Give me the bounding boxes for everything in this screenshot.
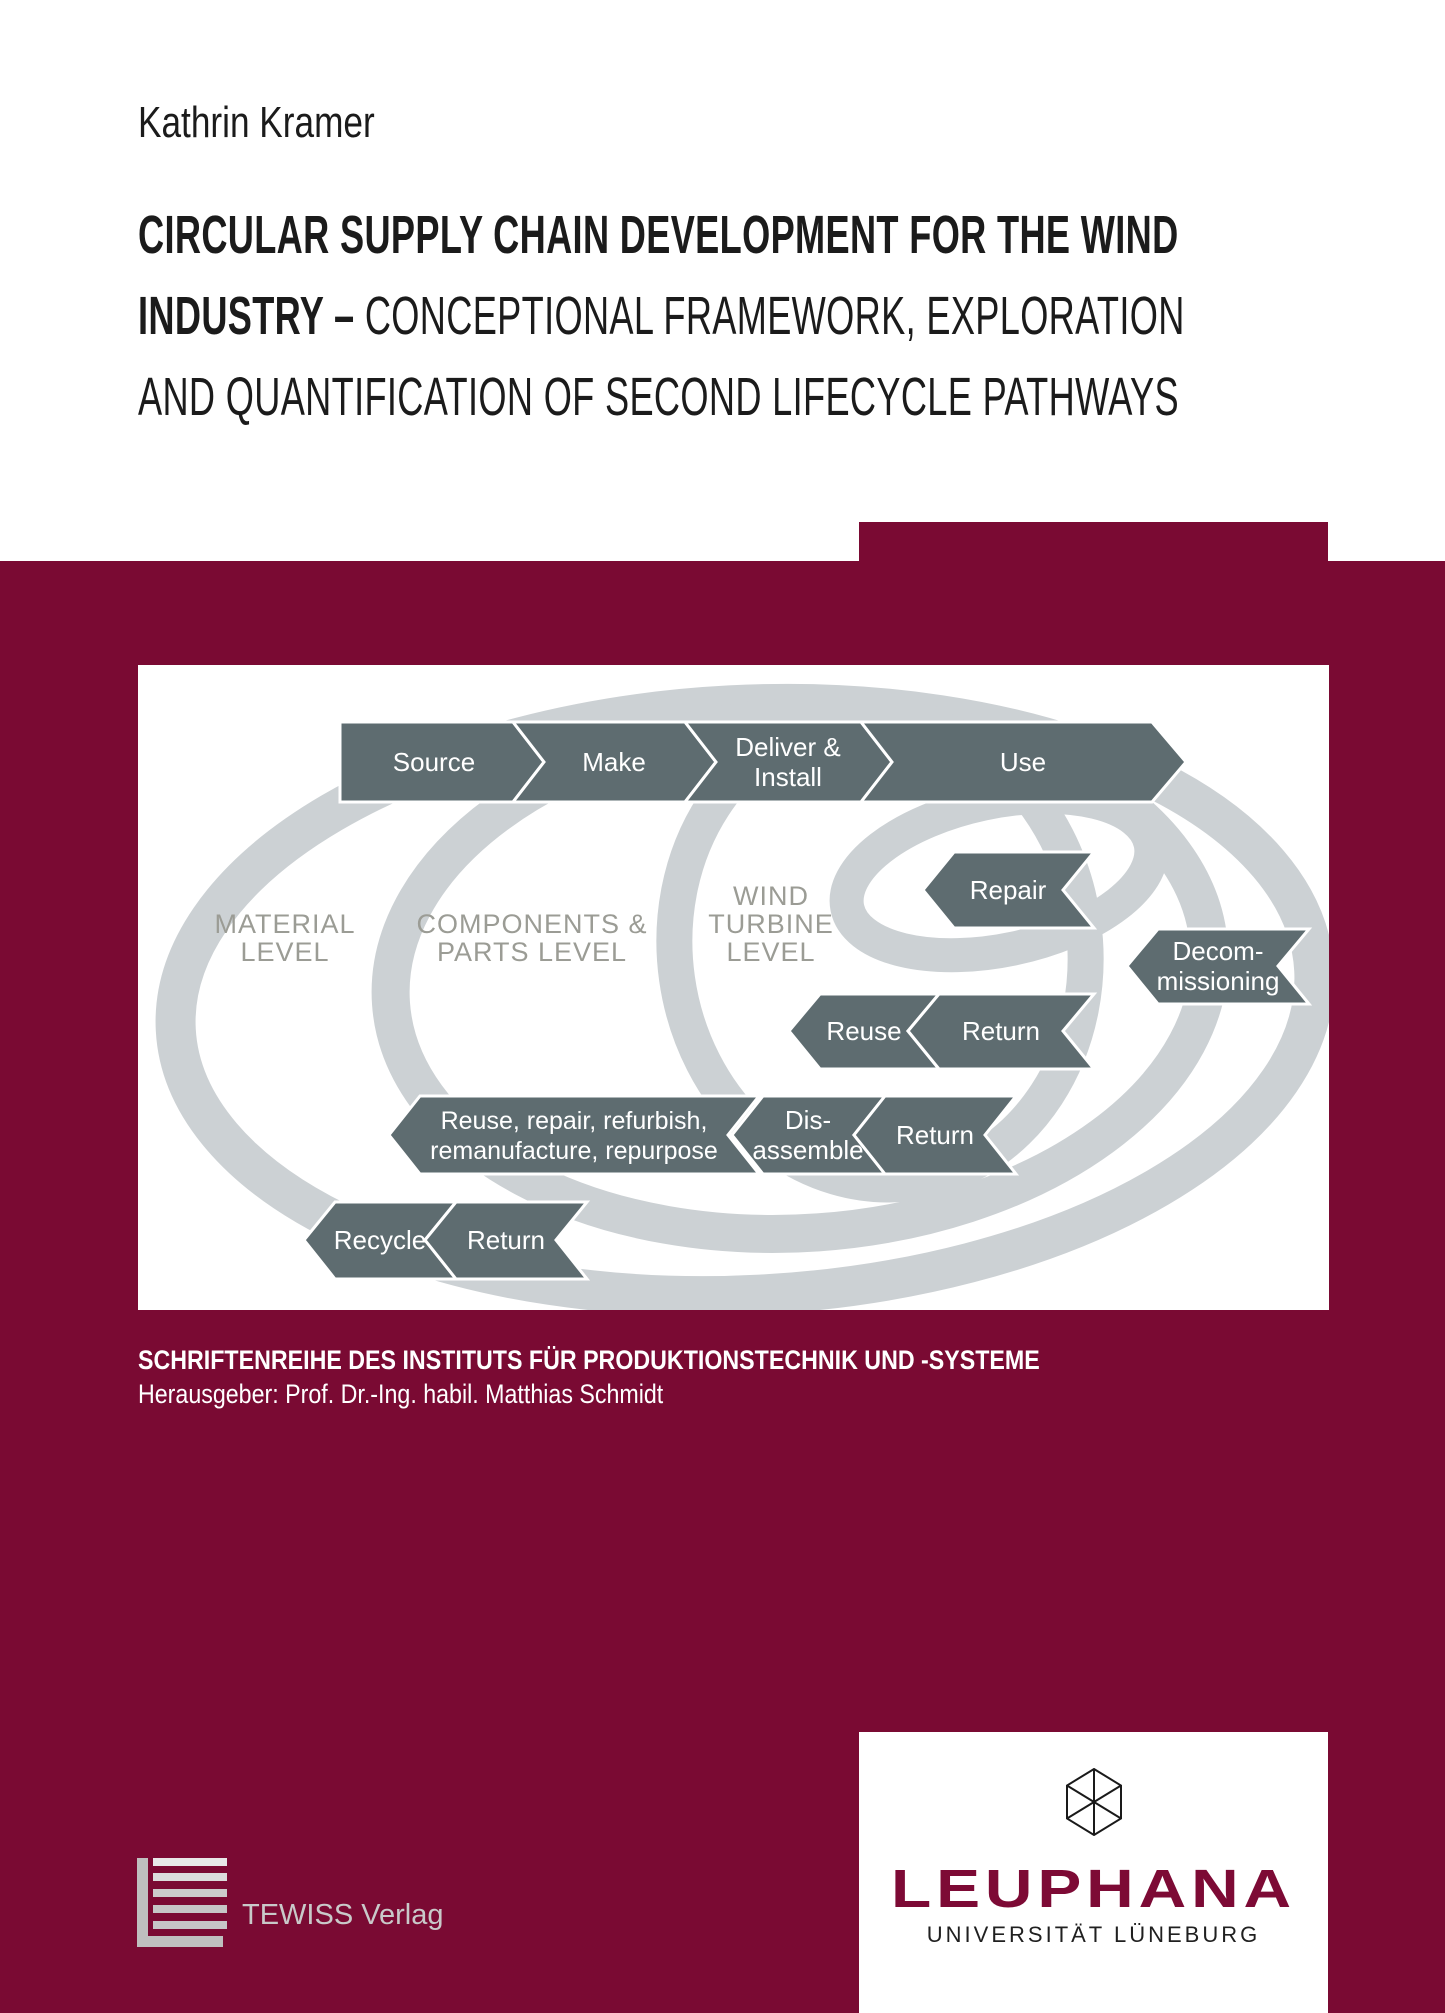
book-title-line-2 [138, 285, 1185, 347]
tewiss-logo-bracket-vertical [137, 1858, 148, 1947]
tewiss-logo [137, 1858, 537, 1948]
label-big-chevron-line2: remanufacture, repurpose [430, 1137, 718, 1165]
book-title-line-2-regular: CONCEPTIONAL FRAMEWORK, EXPLORATION [354, 286, 1185, 346]
leuphana-hexahedron-icon [1066, 1768, 1122, 1836]
label-return-bottom: Return [466, 1225, 546, 1255]
editor-line: Herausgeber: Prof. Dr.-Ing. habil. Matthias Schmidt [138, 1379, 664, 1409]
maroon-tab [859, 522, 1328, 562]
leuphana-logo-box [859, 1732, 1328, 2013]
author-name: Kathrin Kramer [138, 98, 375, 147]
label-source: Source [392, 747, 476, 777]
leuphana-wordmark: LEUPHANA [890, 1859, 1297, 1919]
tewiss-logo-bar [153, 1858, 227, 1866]
book-title-line-3: AND QUANTIFICATION OF SECOND LIFECYCLE PATHWAYS [138, 367, 1179, 427]
label-big-chevron-line1: Reuse, repair, refurbish, [440, 1107, 708, 1135]
label-use: Use [999, 747, 1047, 777]
label-components-level-line1: COMPONENTS & [416, 909, 648, 939]
label-material-level-line1: MATERIAL [214, 909, 356, 939]
tewiss-logo-bar [153, 1873, 227, 1881]
tewiss-logo-bracket-horizontal [137, 1936, 223, 1947]
tewiss-wordmark: TEWISS Verlag [242, 1899, 444, 1931]
label-return-mid: Return [961, 1016, 1041, 1046]
tewiss-logo-bar [153, 1889, 227, 1897]
label-disassemble-line2: assemble [752, 1135, 864, 1165]
label-wind-level-line1: WIND [733, 881, 809, 911]
label-repair: Repair [969, 875, 1047, 905]
label-make: Make [582, 747, 646, 777]
label-return-right: Return [895, 1120, 975, 1150]
tewiss-logo-bar [153, 1921, 227, 1929]
tewiss-logo-bar [153, 1905, 227, 1913]
leuphana-subtitle: UNIVERSITÄT LÜNEBURG [926, 1922, 1261, 1947]
label-disassemble-line1: Dis- [784, 1105, 832, 1135]
label-deliver-line2: Install [754, 762, 822, 792]
label-recycle: Recycle [333, 1225, 427, 1255]
label-wind-level-line3: LEVEL [726, 937, 816, 967]
label-decommissioning-line1: Decom- [1172, 936, 1264, 966]
circular-supply-chain-figure [138, 665, 1329, 1310]
book-title-line-1: CIRCULAR SUPPLY CHAIN DEVELOPMENT FOR THE WIND [138, 205, 1179, 265]
label-decommissioning-line2: missioning [1156, 966, 1280, 996]
label-reuse: Reuse [826, 1016, 902, 1046]
label-material-level-line2: LEVEL [240, 937, 330, 967]
book-title-line-2-bold: INDUSTRY – [138, 286, 355, 346]
label-components-level-line2: PARTS LEVEL [436, 937, 628, 967]
label-deliver-line1: Deliver & [735, 732, 841, 762]
supply-chain-diagram [138, 665, 1329, 1310]
label-wind-level-line2: TURBINE [708, 909, 834, 939]
series-title: SCHRIFTENREIHE DES INSTITUTS FÜR PRODUKTIONSTECHNIK UND -SYSTEME [138, 1345, 1040, 1375]
